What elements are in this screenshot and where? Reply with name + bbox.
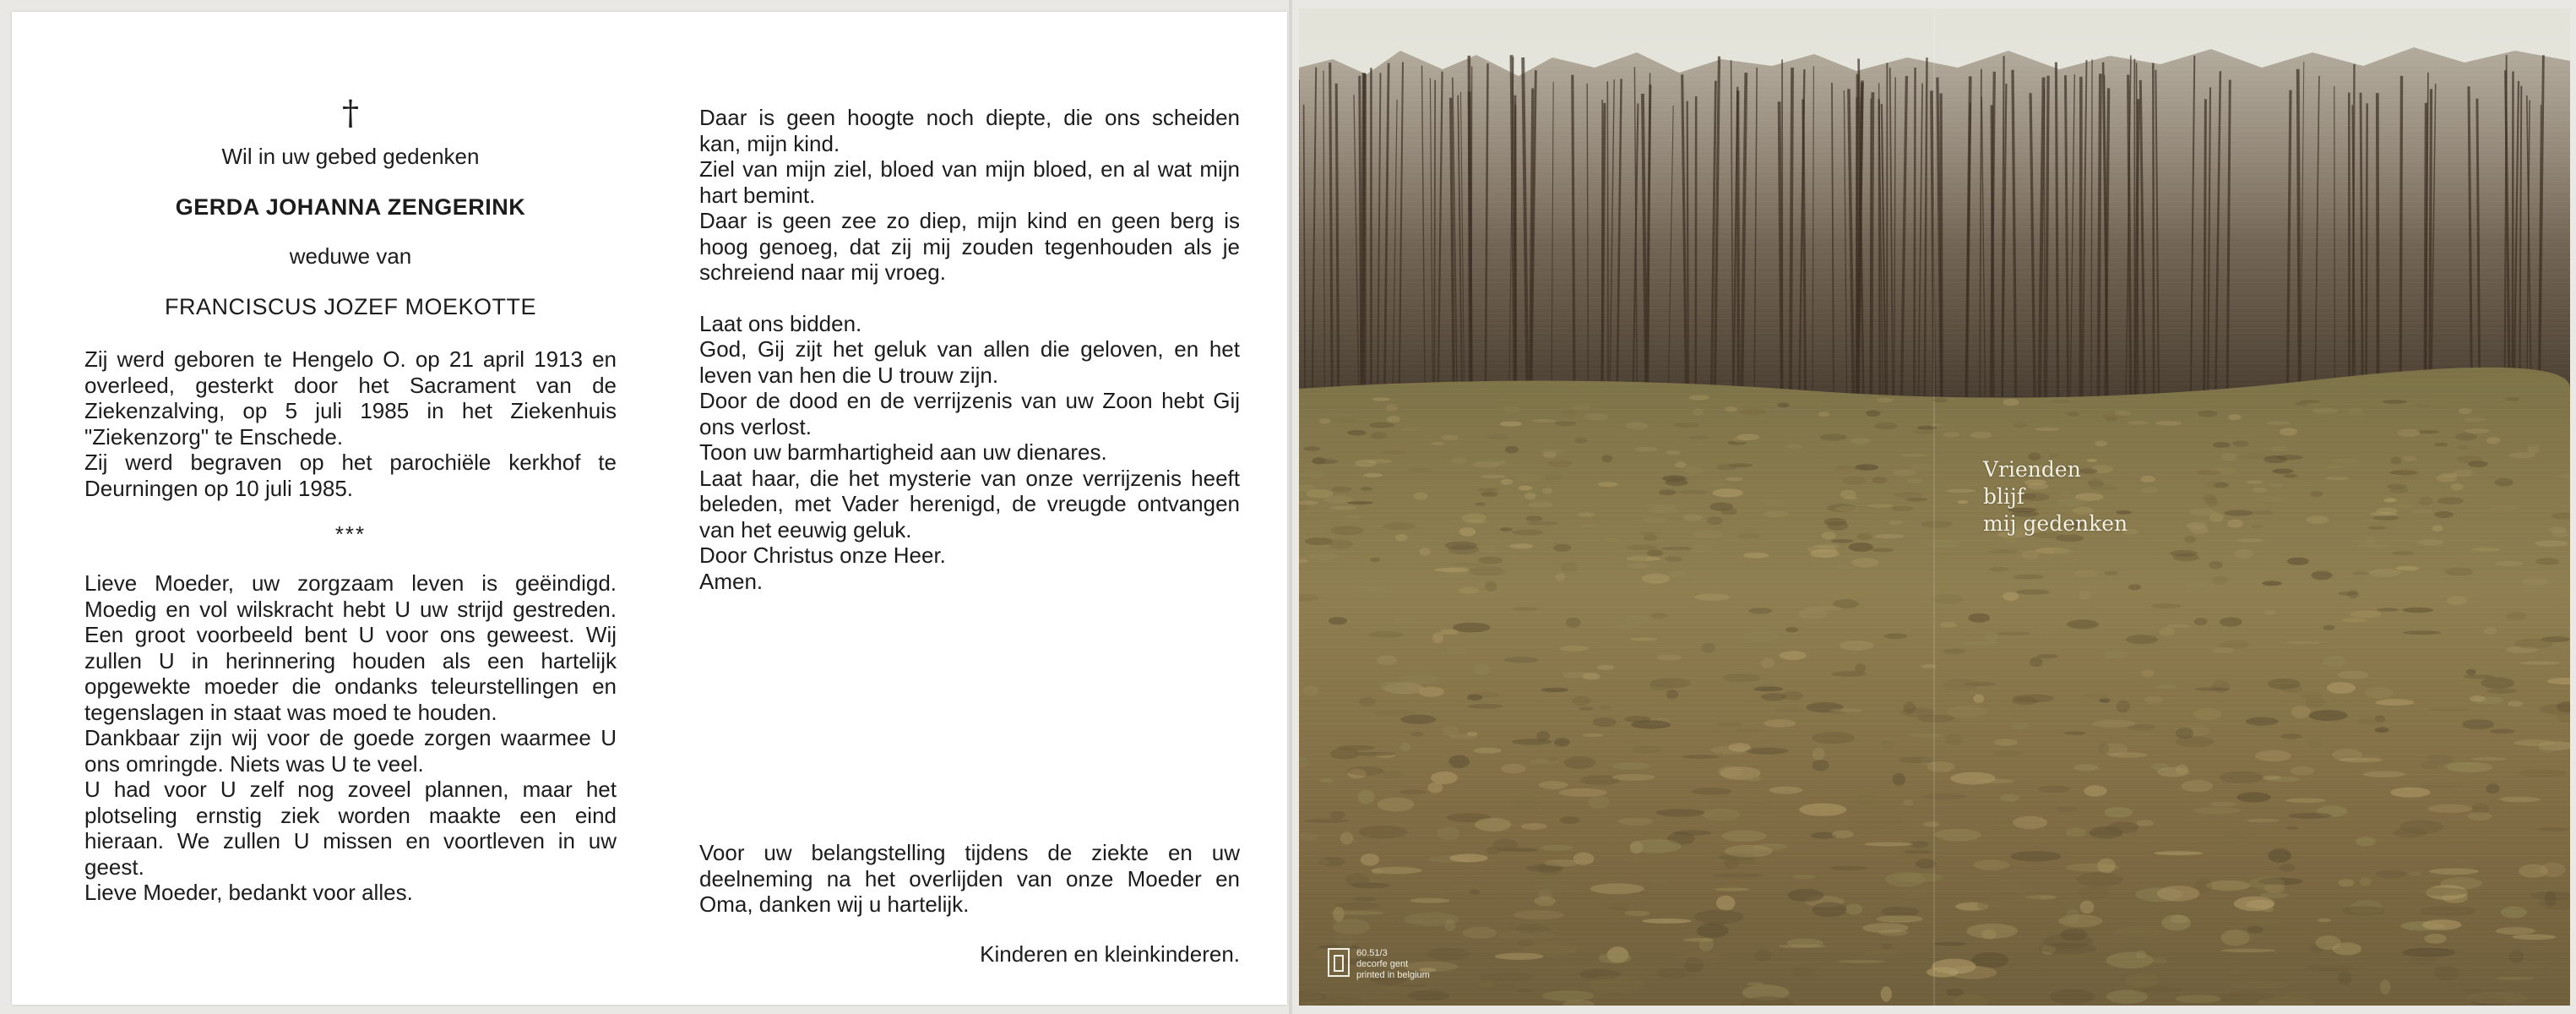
prayer [699,311,1240,595]
tribute-paragraph: U had voor U zelf nog zoveel plannen, maar het plotseling ernstig ziek worden maakte een eind hieraan. We zullen U missen en voortleven in uw geest. [84,777,617,880]
prayer-line: God, Gij zijt het geluk van allen die geloven, en het leven van hen die U trouw zijn. [699,336,1240,388]
tribute-paragraph: Lieve Moeder, uw zorgzaam leven is geëindigd. Moedig en vol wilskracht hebt U uw strijd gestreden. Een groot voorbeeld bent U voor ons geweest. Wij zullen U in herinnering houden als een hartelijk opgewekte moeder die ondanks teleurstellingen en tegenslagen in staat was moed te houden. [84,570,617,725]
scan-fold-line [1289,0,1292,1014]
cross-icon: † [342,94,359,133]
prayer-line: Door Christus onze Heer. [699,542,946,568]
spouse-name: FRANCISCUS JOZEF MOEKOTTE [164,294,537,319]
caption-line: Vrienden [1983,457,2081,482]
tribute-paragraph: Dankbaar zijn wij voor de goede zorgen waarmee U ons omringde. Niets was U te veel. [84,725,617,777]
publisher-code: 60.51/3 [1356,948,1388,958]
left-column [84,93,617,906]
publisher-name: decorfe gent [1356,959,1409,969]
tribute-paragraph: Lieve Moeder, bedankt voor alles. [84,880,413,905]
tribute [84,570,617,906]
biography [84,346,617,501]
thanks-text: Voor uw belangstelling tijdens de ziekte en uw deelneming na het overlijden van onze Moeder en Oma, danken wij u hartelijk. [699,840,1240,917]
right-column [699,105,1240,975]
landscape-illustration [1299,8,2570,1006]
publisher-print: printed in belgium [1356,970,1430,980]
cover-photo [1299,8,2570,1006]
prayer-line: Door de dood en de verrijzenis van uw Zoon hebt Gij ons verlost. [699,388,1240,439]
intro-line: Wil in uw gebed gedenken [221,144,480,169]
prayer-line: Laat haar, die het mysterie van onze verrijzenis heeft beleden, met Vader herenigd, de vreugde ontvangen van het eeuwig geluk. [699,465,1240,542]
signoff: Kinderen en kleinkinderen. [980,940,1240,967]
cover-caption [1983,456,2128,537]
prayer-line: Toon uw barmhartigheid aan uw dienares. [699,439,1107,465]
caption-line: mij gedenken [1983,511,2128,536]
poem-line: Daar is geen zee zo diep, mijn kind en geen berg is hoog genoeg, dat zij mij zouden tegenhouden als je schreiend naar mij vroeg. [699,208,1240,285]
publisher-logo-icon [1328,948,1350,977]
poem [699,105,1240,286]
section-separator: *** [334,521,367,547]
prayer-line: Laat ons bidden. [699,310,862,336]
poem-line: Ziel van mijn ziel, bloed van mijn bloed, en al wat mijn hart bemint. [699,156,1240,208]
caption-line: blijf [1983,484,2024,509]
thanks-section [699,840,1240,967]
biography-paragraph: Zij werd begraven op het parochiële kerkhof te Deurningen op 10 juli 1985. [84,450,617,501]
relation-line: weduwe van [289,243,412,269]
biography-paragraph: Zij werd geboren te Hengelo O. op 21 april 1913 en overleed, gesterkt door het Sacrament van de Ziekenzalving, op 5 juli 1985 in het Ziekenhuis "Ziekenzorg" te Enschede. [84,346,617,450]
deceased-name: GERDA JOHANNA ZENGERINK [175,194,526,220]
prayer-line: Amen. [699,568,764,594]
card-inner-page [12,12,1287,1005]
publisher-mark [1328,948,1430,981]
poem-line: Daar is geen hoogte noch diepte, die ons scheiden kan, mijn kind. [699,105,1240,156]
